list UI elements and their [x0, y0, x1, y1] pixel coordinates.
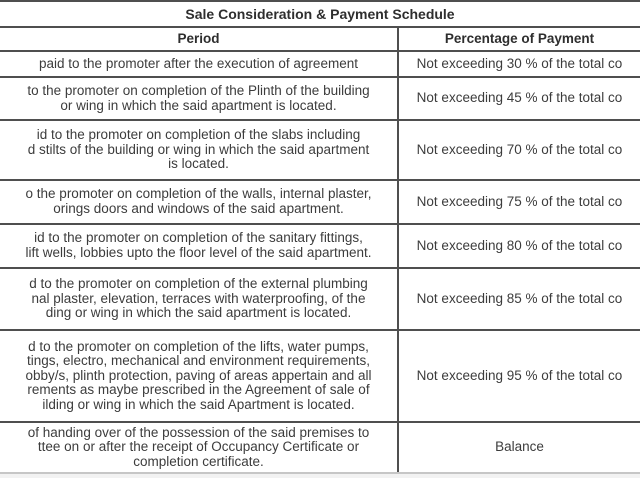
period-cell: d to the promoter on completion of the lifts, water pumps, tings, electro, mechanical and environment requirements, obby/s, plinth protection, paving of areas appertain and all rements as maybe prescribed in the Agreement of sale of ilding or wing in which the said Apartment is located. — [0, 331, 399, 421]
percentage-cell: Not exceeding 45 % of the total co — [416, 90, 623, 106]
period-cell: o the promoter on completion of the walls, internal plaster, orings doors and windows of the said apartment. — [0, 181, 399, 223]
percentage-cell: Not exceeding 80 % of the total co — [416, 237, 623, 253]
percentage-cell: Not exceeding 70 % of the total co — [416, 141, 623, 157]
percentage-cell: Not exceeding 75 % of the total co — [416, 193, 623, 209]
table-title: Sale Consideration & Payment Schedule — [185, 5, 455, 22]
table-header-row — [0, 28, 640, 52]
percentage-cell: Not exceeding 85 % of the total co — [416, 290, 623, 306]
percentage-cell: Balance — [495, 439, 544, 455]
table-row — [0, 423, 640, 474]
period-cell: paid to the promoter after the execution of agreement — [0, 52, 399, 76]
period-cell: d to the promoter on completion of the external plumbing nal plaster, elevation, terraces with waterproofing, of the ding or wing in which the said apartment is located. — [0, 269, 399, 329]
table-row — [0, 225, 640, 269]
period-cell: to the promoter on completion of the Plinth of the building or wing in which the said apartment is located. — [0, 78, 399, 119]
page-margin-strip — [0, 474, 640, 478]
period-cell: id to the promoter on completion of the sanitary fittings, lift wells, lobbies upto the floor level of the said apartment. — [0, 225, 399, 267]
table-title-row — [0, 2, 640, 28]
table-row — [0, 181, 640, 225]
table-row — [0, 52, 640, 78]
col-header-period: Period — [0, 28, 399, 50]
period-cell: of handing over of the possession of the said premises to ttee on or after the receipt of Occupancy Certificate or completion certificate. — [0, 423, 399, 472]
table-row — [0, 331, 640, 423]
table-row — [0, 269, 640, 331]
table-row — [0, 78, 640, 121]
table-row — [0, 121, 640, 181]
percentage-cell: Not exceeding 95 % of the total co — [416, 367, 623, 383]
percentage-cell: Not exceeding 30 % of the total co — [416, 55, 623, 71]
period-cell: id to the promoter on completion of the slabs including d stilts of the building or wing in which the said apartment is located. — [0, 121, 399, 179]
col-header-percentage: Percentage of Payment — [444, 30, 595, 46]
